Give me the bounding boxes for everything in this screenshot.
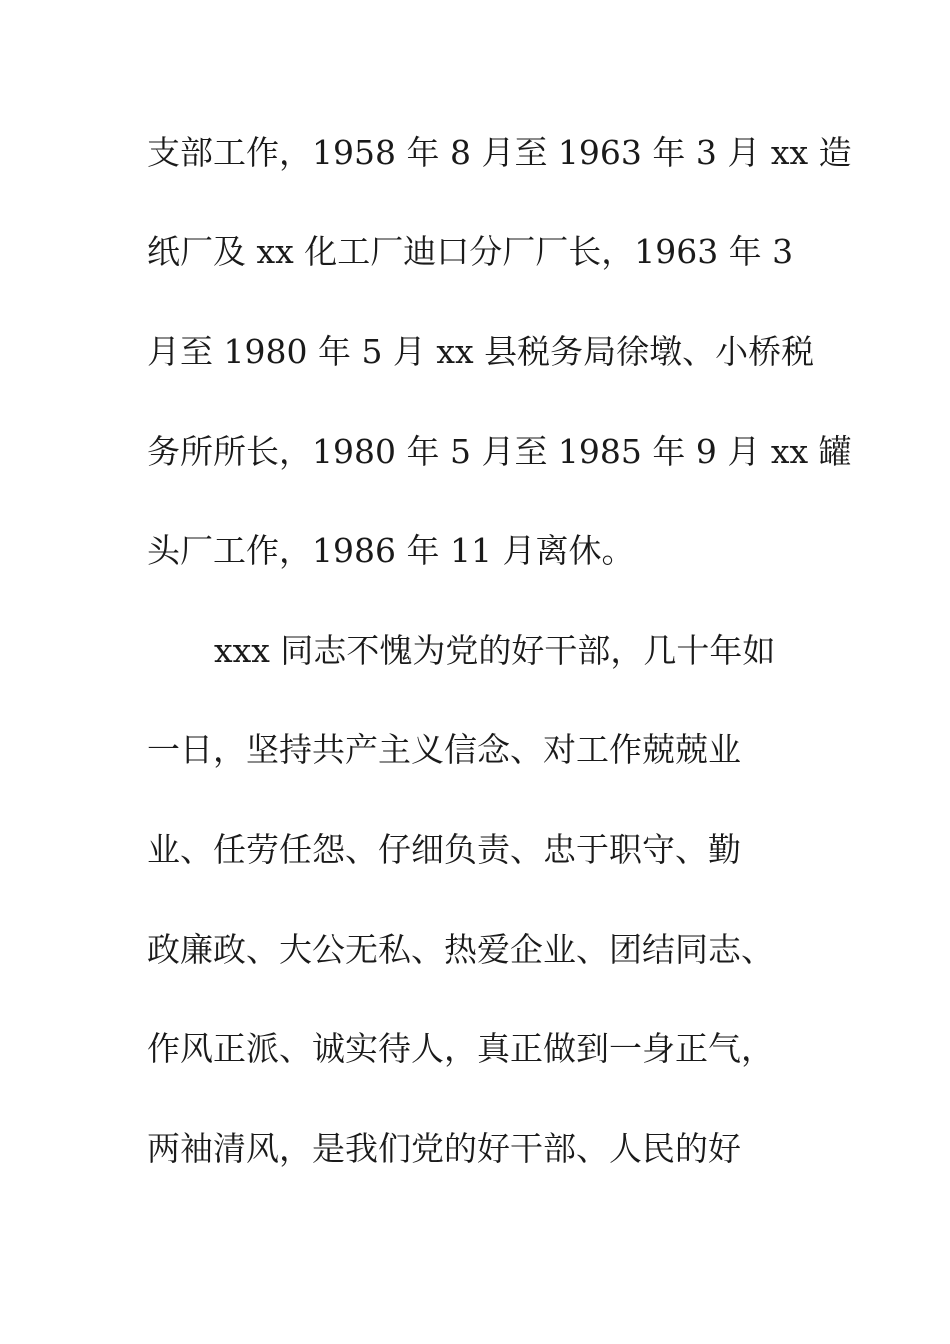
paragraph-first-line: xxx 同志不愧为党的好干部，几十年如 [214,631,776,670]
text-line: 作风正派、诚实待人，真正做到一身正气， [147,1029,774,1068]
text-line: 月至 1980 年 5 月 xx 县税务局徐墩、小桥税 [147,332,815,371]
text-line: 政廉政、大公无私、热爱企业、团结同志、 [147,930,774,969]
text-line: 纸厂及 xx 化工厂迪口分厂厂长，1963 年 3 [147,232,794,271]
text-line: 业、任劳任怨、仔细负责、忠于职守、勤 [147,830,741,869]
text-line: 支部工作，1958 年 8 月至 1963 年 3 月 xx 造 [147,133,852,172]
text-line: 两袖清风，是我们党的好干部、人民的好 [147,1129,741,1168]
text-line: 头厂工作，1986 年 11 月离休。 [147,531,635,570]
text-line: 务所所长，1980 年 5 月至 1985 年 9 月 xx 罐 [147,432,852,471]
text-line: 一日，坚持共产主义信念、对工作兢兢业 [147,730,741,769]
